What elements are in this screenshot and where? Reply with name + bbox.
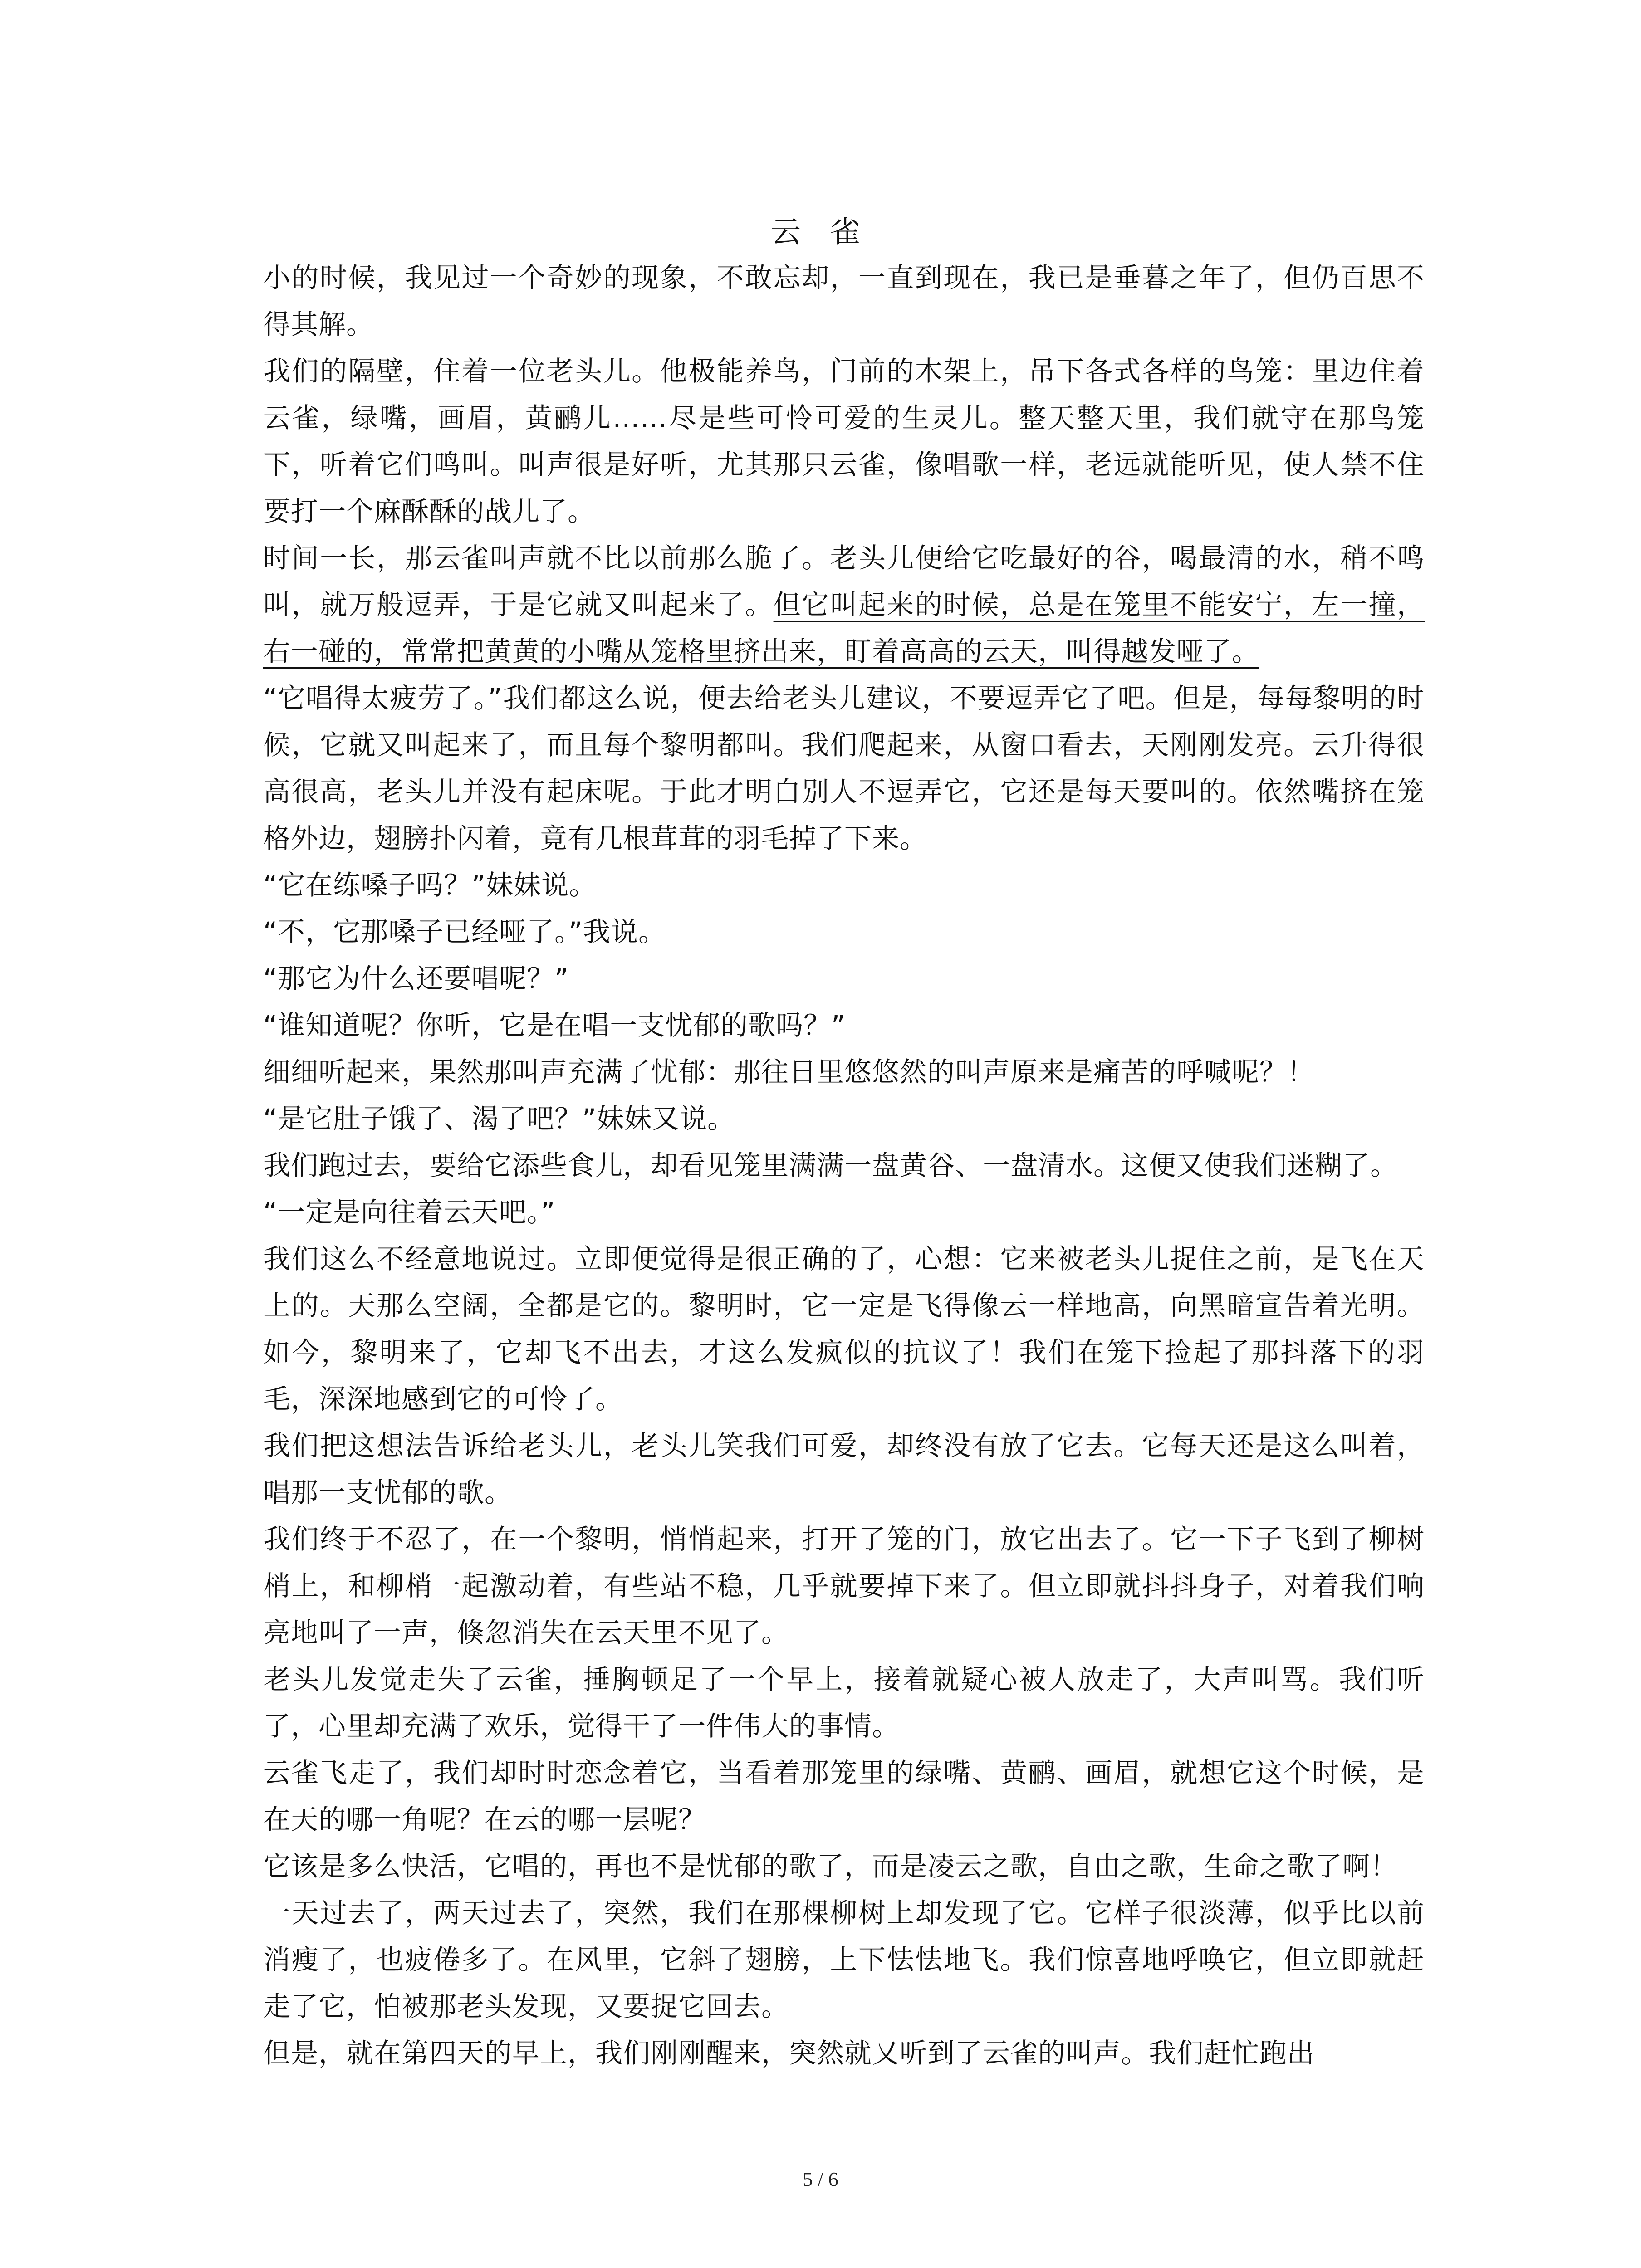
paragraph-text: 我们这么不经意地说过。立即便觉得是很正确的了，心想：它来被老头儿捉住之前，是飞在天上的。天那么空阔，全都是它的。黎明时，它一定是飞得像云一样地高，向黑暗宣告着光明。如今，黎明来了，它却飞不出去，才这么发疯似的抗议了！我们在笼下捡起了那抖落下的羽毛，深深地感到它的可怜了。 [263, 1243, 1425, 1415]
paragraph-text: “一定是向往着云天吧。” [263, 1197, 556, 1228]
paragraph-text: “那它为什么还要唱呢？” [263, 963, 569, 995]
page-number: 5 / 6 [803, 2168, 838, 2190]
paragraph [263, 1096, 1425, 1143]
paragraph-text: “它在练嗓子吗？”妹妹说。 [263, 870, 597, 901]
paragraph-text: 云雀飞走了，我们却时时恋念着它，当看着那笼里的绿嘴、黄鹂、画眉，就想它这个时候，是在天的哪一角呢？在云的哪一层呢？ [263, 1757, 1425, 1836]
paragraph [263, 1143, 1425, 1189]
paragraph [263, 1423, 1425, 1516]
paragraph-text: “是它肚子饿了、渴了吧？”妹妹又说。 [263, 1103, 735, 1135]
paragraph-text: “不，它那嗓子已经哑了。”我说。 [263, 916, 666, 948]
paragraph-text: “它唱得太疲劳了。”我们都这么说，便去给老头儿建议，不要逗弄它了吧。但是，每每黎明的时候，它就又叫起来了，而且每个黎明都叫。我们爬起来，从窗口看去，天刚刚发亮。云升得很高很高，老头儿并没有起床呢。于此才明白别人不逗弄它，它还是每天要叫的。依然嘴挤在笼格外边，翅膀扑闪着，竟有几根茸茸的羽毛掉了下来。 [263, 683, 1425, 855]
page-title: 云 雀 [771, 215, 870, 249]
paragraph [263, 1843, 1425, 1890]
paragraph [263, 535, 1425, 675]
paragraph-text: 老头儿发觉走失了云雀，捶胸顿足了一个早上，接着就疑心被人放走了，大声叫骂。我们听了，心里却充满了欢乐，觉得干了一件伟大的事情。 [263, 1664, 1425, 1742]
paragraph [263, 1002, 1425, 1049]
paragraph [263, 675, 1425, 862]
paragraph [263, 2030, 1425, 2077]
paragraph [263, 1049, 1425, 1096]
paragraph-text: 细细听起来，果然那叫声充满了忧郁：那往日里悠悠然的叫声原来是痛苦的呼喊呢？！ [263, 1056, 1315, 1088]
paragraph [263, 255, 1425, 348]
paragraph [263, 909, 1425, 956]
paragraph [263, 862, 1425, 909]
paragraph-text: 我们把这想法告诉给老头儿，老头儿笑我们可爱，却终没有放了它去。它每天还是这么叫着，唱那一支忧郁的歌。 [263, 1430, 1425, 1509]
paragraph [263, 1236, 1425, 1423]
paragraph-text: “谁知道呢？你听，它是在唱一支忧郁的歌吗？” [263, 1010, 846, 1041]
paragraph-text: 它该是多么快活，它唱的，再也不是忧郁的歌了，而是凌云之歌，自由之歌，生命之歌了啊！ [263, 1851, 1398, 1882]
paragraph-text: 但是，就在第四天的早上，我们刚刚醒来，突然就又听到了云雀的叫声。我们赶忙跑出 [263, 2038, 1315, 2069]
paragraph-text: 我们跑过去，要给它添些食儿，却看见笼里满满一盘黄谷、一盘清水。这便又使我们迷糊了。 [263, 1150, 1398, 1182]
paragraph-text: 时间一长，那云雀叫声就不比以前那么脆了。老头儿便给它吃最好的谷，喝最清的水，稍不鸣叫，就万般逗弄，于是它就又叫起来了。 [263, 543, 1425, 621]
paragraph-text: 我们终于不忍了，在一个黎明，悄悄起来，打开了笼的门，放它出去了。它一下子飞到了柳树梢上，和柳梢一起激动着，有些站不稳，几乎就要掉下来了。但立即就抖抖身子，对着我们响亮地叫了一声，倏忽消失在云天里不见了。 [263, 1524, 1425, 1649]
underlined-passage: 但它叫起来的时候，总是在笼里不能安宁，左一撞，右一碰的，常常把黄黄的小嘴从笼格里挤出来，盯着高高的云天，叫得越发哑了。 [263, 589, 1425, 668]
paragraph [263, 1189, 1425, 1236]
paragraph [263, 348, 1425, 535]
paragraph [263, 1750, 1425, 1843]
paragraph [263, 956, 1425, 1002]
article-body [263, 255, 1425, 2077]
paragraph-text: 我们的隔壁，住着一位老头儿。他极能养鸟，门前的木架上，吊下各式各样的鸟笼：里边住着云雀，绿嘴，画眉，黄鹂儿……尽是些可怜可爱的生灵儿。整天整天里，我们就守在那鸟笼下，听着它们鸣叫。叫声很是好听，尤其那只云雀，像唱歌一样，老远就能听见，使人禁不住要打一个麻酥酥的战儿了。 [263, 356, 1425, 528]
paragraph [263, 1657, 1425, 1750]
paragraph [263, 1516, 1425, 1657]
paragraph-text: 一天过去了，两天过去了，突然，我们在那棵柳树上却发现了它。它样子很淡薄，似乎比以前消瘦了，也疲倦多了。在风里，它斜了翅膀，上下怯怯地飞。我们惊喜地呼唤它，但立即就赶走了它，怕被那老头发现，又要捉它回去。 [263, 1897, 1425, 2023]
paragraph-text: 小的时候，我见过一个奇妙的现象，不敢忘却，一直到现在，我已是垂暮之年了，但仍百思不得其解。 [263, 262, 1425, 341]
paragraph [263, 1890, 1425, 2030]
